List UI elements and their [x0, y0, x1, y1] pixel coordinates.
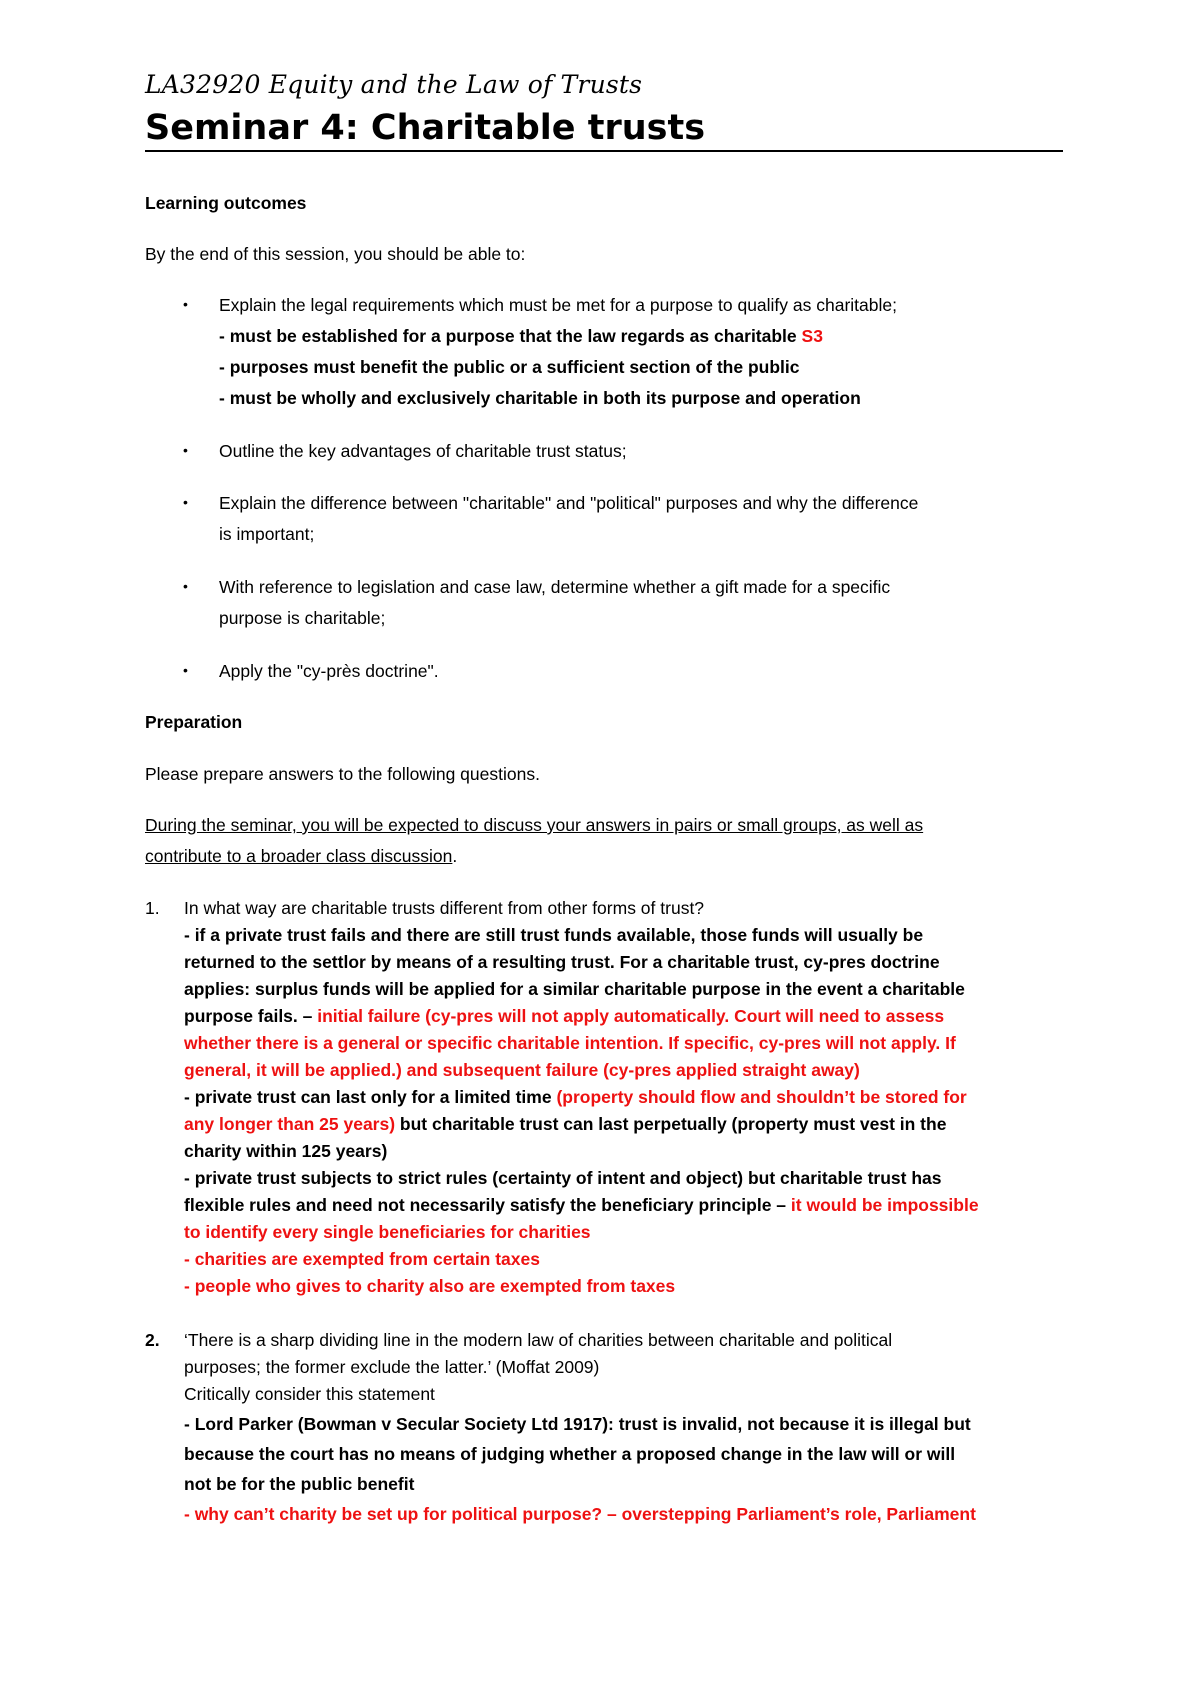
answer-1-line: whether there is a general or specific charitable intention. If specific, cy-pres will not apply. If [184, 1033, 956, 1053]
learning-intro: By the end of this session, you should be able to: [145, 244, 526, 264]
bullet-icon: • [183, 662, 188, 678]
bullet-icon: • [183, 578, 188, 594]
outcome-2: Outline the key advantages of charitable trust status; [219, 441, 627, 461]
question-number: 1. [145, 898, 160, 918]
question-2-line: Critically consider this statement [184, 1384, 435, 1404]
answer-1-line: general, it will be applied.) and subsequent failure (cy-pres applied straight away) [184, 1060, 860, 1080]
preparation-note-line-1: During the seminar, you will be expected to discuss your answers in pairs or small groups, as well as [145, 815, 924, 835]
outcome-4-line-1: With reference to legislation and case law, determine whether a gift made for a specific [219, 577, 891, 597]
answer-1-line: - if a private trust fails and there are still trust funds available, those funds will usually be [184, 925, 924, 945]
answer-1-line: charity within 125 years) [184, 1141, 388, 1161]
answer-1-line: to identify every single beneficiaries for charities [184, 1222, 591, 1242]
answer-2-line: not be for the public benefit [184, 1474, 415, 1494]
outcome-1-sub-1: - must be established for a purpose that the law regards as charitable S3 [219, 326, 823, 346]
outcome-5: Apply the "cy-près doctrine". [219, 661, 439, 681]
answer-2-line: because the court has no means of judging whether a proposed change in the law will or will [184, 1444, 956, 1464]
answer-1-line: flexible rules and need not necessarily satisfy the beneficiary principle – it would be impossible [184, 1195, 979, 1215]
section-reference: S3 [801, 326, 823, 346]
question-number: 2. [145, 1330, 160, 1350]
bullet-icon: • [183, 442, 188, 458]
course-title: LA32920 Equity and the Law of Trusts [145, 70, 643, 99]
outcome-1-sub-2: - purposes must benefit the public or a sufficient section of the public [219, 357, 800, 377]
answer-2-line: - Lord Parker (Bowman v Secular Society Ltd 1917): trust is invalid, not because it is illegal but [184, 1414, 971, 1434]
answer-1-line: - people who gives to charity also are exempted from taxes [184, 1276, 676, 1296]
answer-1-line: returned to the settlor by means of a resulting trust. For a charitable trust, cy-pres doctrine [184, 952, 940, 972]
outcome-3-line-1: Explain the difference between "charitable" and "political" purposes and why the difference [219, 493, 919, 513]
question-2-line: purposes; the former exclude the latter.’ (Moffat 2009) [184, 1357, 600, 1377]
answer-1-line: - private trust can last only for a limited time (property should flow and shouldn’t be stored for [184, 1087, 967, 1107]
outcome-1-sub-3: - must be wholly and exclusively charitable in both its purpose and operation [219, 388, 861, 408]
answer-1-line: applies: surplus funds will be applied for a similar charitable purpose in the event a charitable [184, 979, 965, 999]
answer-1-line: purpose fails. – initial failure (cy-pres will not apply automatically. Court will need to assess [184, 1006, 945, 1026]
page-title: Seminar 4: Charitable trusts [145, 108, 1063, 152]
question-2-line: ‘There is a sharp dividing line in the modern law of charities between charitable and political [184, 1330, 893, 1350]
outcome-4-line-2: purpose is charitable; [219, 608, 386, 628]
preparation-note-line-2: contribute to a broader class discussion. [145, 846, 458, 866]
outcome-3-line-2: is important; [219, 524, 315, 544]
answer-1-line: - private trust subjects to strict rules (certainty of intent and object) but charitable trust has [184, 1168, 942, 1188]
answer-2-line: - why can’t charity be set up for political purpose? – overstepping Parliament’s role, Parliament [184, 1504, 976, 1524]
answer-1-line: any longer than 25 years) but charitable trust can last perpetually (property must vest in the [184, 1114, 947, 1134]
question-1: In what way are charitable trusts different from other forms of trust? [184, 898, 705, 918]
bullet-icon: • [183, 296, 188, 312]
bullet-icon: • [183, 494, 188, 510]
outcome-1: Explain the legal requirements which must be met for a purpose to qualify as charitable; [219, 295, 897, 315]
answer-1-line: - charities are exempted from certain taxes [184, 1249, 540, 1269]
preparation-heading: Preparation [145, 712, 243, 732]
preparation-intro: Please prepare answers to the following questions. [145, 764, 540, 784]
learning-outcomes-heading: Learning outcomes [145, 193, 307, 213]
